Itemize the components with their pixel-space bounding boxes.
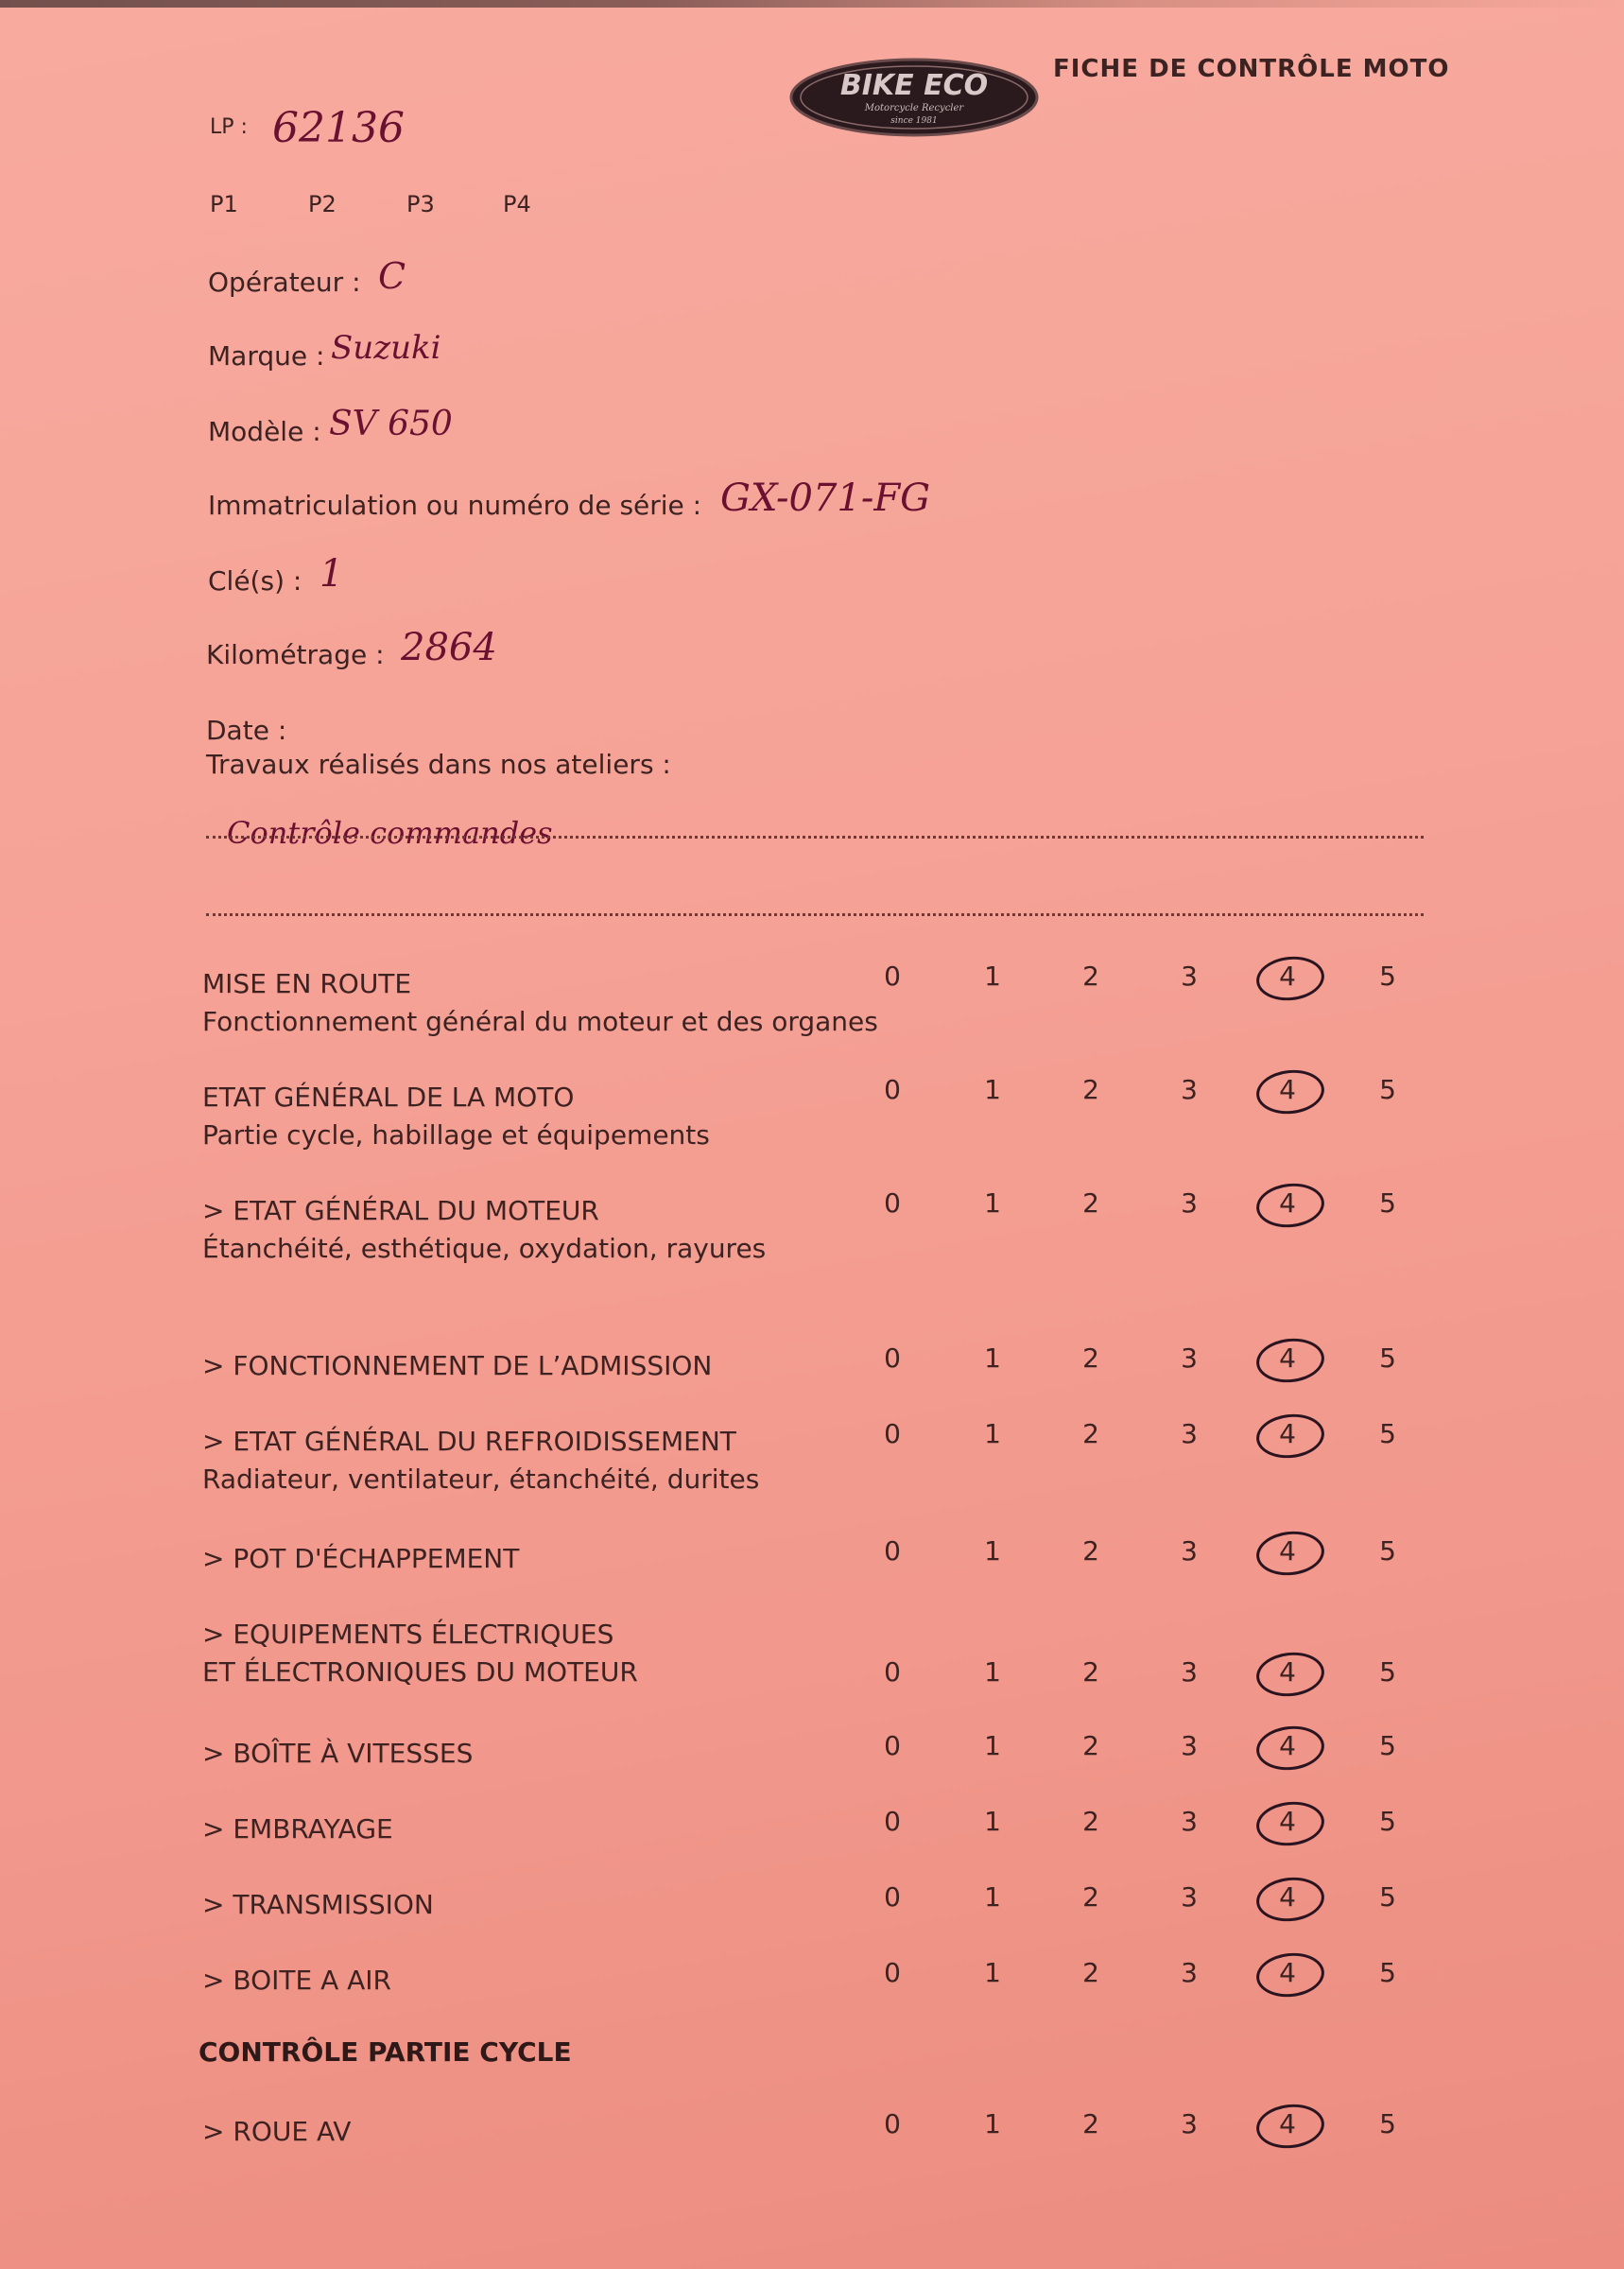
model-value: SV 650: [329, 405, 453, 443]
criteria-9-score-4[interactable]: 4: [1279, 1881, 1296, 1913]
criteria-1-score-0[interactable]: 0: [884, 1074, 901, 1105]
criteria-9-score-0[interactable]: 0: [884, 1881, 901, 1913]
section-title-partie-cycle: CONTRÔLE PARTIE CYCLE: [199, 2036, 572, 2068]
keys-value: 1: [320, 552, 344, 596]
criteria-3-score-0[interactable]: 0: [884, 1342, 901, 1374]
criteria-8-score-5[interactable]: 5: [1379, 1806, 1396, 1837]
criteria-title-10: > BOITE A AIR: [202, 1965, 391, 1996]
criteria-2-score-1[interactable]: 1: [984, 1187, 1001, 1219]
criteria-10-selected-circle: [1254, 1949, 1326, 2000]
criteria-8-score-4[interactable]: 4: [1279, 1806, 1296, 1837]
criteria-0-score-1[interactable]: 1: [984, 961, 1001, 992]
criteria-2-score-0[interactable]: 0: [884, 1187, 901, 1219]
criteria-3-score-2[interactable]: 2: [1082, 1342, 1099, 1374]
criteria-10-score-2[interactable]: 2: [1082, 1957, 1099, 1988]
criteria-title-3: > FONCTIONNEMENT DE L’ADMISSION: [202, 1350, 713, 1381]
criteria-3-score-5[interactable]: 5: [1379, 1342, 1396, 1374]
criteria-8-score-1[interactable]: 1: [984, 1806, 1001, 1837]
mileage-label: Kilométrage :: [206, 639, 385, 670]
p1-option: P1: [210, 191, 238, 217]
criteria-10-score-4[interactable]: 4: [1279, 1957, 1296, 1988]
criteria-5-score-1[interactable]: 1: [984, 1535, 1001, 1567]
criteria-title-5: > POT D'ÉCHAPPEMENT: [202, 1543, 520, 1574]
criteria-8-score-3[interactable]: 3: [1181, 1806, 1198, 1837]
p4-option: P4: [503, 191, 531, 217]
criteria-7-selected-circle: [1254, 1723, 1326, 1773]
cycle-0-score-5[interactable]: 5: [1379, 2108, 1396, 2139]
p2-option: P2: [308, 191, 337, 217]
criteria-title-2: > ETAT GÉNÉRAL DU MOTEUR: [202, 1195, 599, 1226]
criteria-10-score-5[interactable]: 5: [1379, 1957, 1396, 1988]
cycle-0-score-0[interactable]: 0: [884, 2108, 901, 2139]
criteria-9-selected-circle: [1254, 1874, 1326, 1924]
criteria-0-score-5[interactable]: 5: [1379, 961, 1396, 992]
criteria-5-score-4[interactable]: 4: [1279, 1535, 1296, 1567]
lp-value: 62136: [272, 104, 405, 152]
criteria-4-score-2[interactable]: 2: [1082, 1418, 1099, 1449]
criteria-8-score-0[interactable]: 0: [884, 1806, 901, 1837]
criteria-4-score-4[interactable]: 4: [1279, 1418, 1296, 1449]
criteria-3-score-3[interactable]: 3: [1181, 1342, 1198, 1374]
criteria-10-score-1[interactable]: 1: [984, 1957, 1001, 1988]
criteria-subtitle-0: Fonctionnement général du moteur et des organes: [202, 1006, 878, 1037]
criteria-title-7: > BOÎTE À VITESSES: [202, 1738, 474, 1769]
registration-label: Immatriculation ou numéro de série :: [208, 490, 702, 521]
criteria-6-score-1[interactable]: 1: [984, 1656, 1001, 1688]
criteria-2-score-4[interactable]: 4: [1279, 1187, 1296, 1219]
criteria-2-score-5[interactable]: 5: [1379, 1187, 1396, 1219]
logo-subtitle-2: since 1981: [890, 116, 938, 126]
cycle-0-score-1[interactable]: 1: [984, 2108, 1001, 2139]
criteria-7-score-3[interactable]: 3: [1181, 1730, 1198, 1761]
criteria-9-score-5[interactable]: 5: [1379, 1881, 1396, 1913]
criteria-5-score-0[interactable]: 0: [884, 1535, 901, 1567]
brand-label: Marque :: [208, 340, 325, 372]
criteria-7-score-1[interactable]: 1: [984, 1730, 1001, 1761]
criteria-subtitle-2: Étanchéité, esthétique, oxydation, rayures: [202, 1233, 767, 1264]
criteria-7-score-0[interactable]: 0: [884, 1730, 901, 1761]
criteria-9-score-3[interactable]: 3: [1181, 1881, 1198, 1913]
criteria-1-score-1[interactable]: 1: [984, 1074, 1001, 1105]
criteria-5-score-5[interactable]: 5: [1379, 1535, 1396, 1567]
operator-value: C: [378, 255, 406, 297]
criteria-4-score-3[interactable]: 3: [1181, 1418, 1198, 1449]
date-label: Date :: [206, 715, 287, 746]
criteria-1-score-5[interactable]: 5: [1379, 1074, 1396, 1105]
operator-label: Opérateur :: [208, 267, 361, 298]
cycle-0-selected-circle: [1254, 2101, 1326, 2151]
keys-label: Clé(s) :: [208, 565, 302, 597]
cycle-0-score-2[interactable]: 2: [1082, 2108, 1099, 2139]
works-value: Contrôle commandes: [227, 815, 553, 851]
criteria-title-1: ETAT GÉNÉRAL DE LA MOTO: [202, 1082, 575, 1113]
criteria-7-score-4[interactable]: 4: [1279, 1730, 1296, 1761]
criteria-8-score-2[interactable]: 2: [1082, 1806, 1099, 1837]
criteria-0-score-4[interactable]: 4: [1279, 961, 1296, 992]
criteria-6-score-0[interactable]: 0: [884, 1656, 901, 1688]
criteria-title-4: > ETAT GÉNÉRAL DU REFROIDISSEMENT: [202, 1426, 736, 1457]
registration-value: GX-071-FG: [720, 476, 931, 520]
model-label: Modèle :: [208, 416, 321, 447]
criteria-7-score-5[interactable]: 5: [1379, 1730, 1396, 1761]
cycle-title-0: > ROUE AV: [202, 2116, 352, 2147]
criteria-3-score-1[interactable]: 1: [984, 1342, 1001, 1374]
criteria-6-selected-circle: [1254, 1649, 1326, 1699]
criteria-7-score-2[interactable]: 2: [1082, 1730, 1099, 1761]
logo-subtitle-1: Motorcycle Recycler: [864, 103, 964, 113]
criteria-4-score-5[interactable]: 5: [1379, 1418, 1396, 1449]
criteria-1-score-2[interactable]: 2: [1082, 1074, 1099, 1105]
criteria-1-score-4[interactable]: 4: [1279, 1074, 1296, 1105]
criteria-3-score-4[interactable]: 4: [1279, 1342, 1296, 1374]
criteria-4-score-1[interactable]: 1: [984, 1418, 1001, 1449]
criteria-6-score-5[interactable]: 5: [1379, 1656, 1396, 1688]
criteria-6-score-3[interactable]: 3: [1181, 1656, 1198, 1688]
criteria-title-8: > EMBRAYAGE: [202, 1813, 393, 1845]
criteria-4-selected-circle: [1254, 1411, 1326, 1461]
criteria-title-9: > TRANSMISSION: [202, 1889, 434, 1920]
criteria-5-selected-circle: [1254, 1528, 1326, 1578]
criteria-1-score-3[interactable]: 3: [1181, 1074, 1198, 1105]
criteria-subtitle-6: ET ÉLECTRONIQUES DU MOTEUR: [202, 1656, 638, 1688]
p3-option: P3: [406, 191, 435, 217]
criteria-5-score-2[interactable]: 2: [1082, 1535, 1099, 1567]
criteria-3-selected-circle: [1254, 1335, 1326, 1385]
criteria-4-score-0[interactable]: 0: [884, 1418, 901, 1449]
works-label: Travaux réalisés dans nos ateliers :: [206, 749, 671, 780]
works-line-2: [206, 913, 1424, 916]
criteria-9-score-1[interactable]: 1: [984, 1881, 1001, 1913]
logo-text: BIKE ECO: [839, 69, 989, 102]
criteria-0-score-2[interactable]: 2: [1082, 961, 1099, 992]
criteria-subtitle-1: Partie cycle, habillage et équipements: [202, 1119, 710, 1151]
criteria-6-score-2[interactable]: 2: [1082, 1656, 1099, 1688]
criteria-title-6: > EQUIPEMENTS ÉLECTRIQUES: [202, 1619, 614, 1650]
criteria-5-score-3[interactable]: 3: [1181, 1535, 1198, 1567]
criteria-6-score-4[interactable]: 4: [1279, 1656, 1296, 1688]
works-line-1: [206, 836, 1424, 839]
lp-label: LP :: [210, 115, 248, 139]
criteria-0-score-3[interactable]: 3: [1181, 961, 1198, 992]
criteria-2-score-3[interactable]: 3: [1181, 1187, 1198, 1219]
document-title: FICHE DE CONTRÔLE MOTO: [1053, 55, 1450, 83]
criteria-2-score-2[interactable]: 2: [1082, 1187, 1099, 1219]
criteria-2-selected-circle: [1254, 1180, 1326, 1230]
bike-eco-logo: [788, 57, 1040, 138]
criteria-0-selected-circle: [1254, 953, 1326, 1003]
criteria-title-0: MISE EN ROUTE: [202, 968, 412, 999]
cycle-0-score-4[interactable]: 4: [1279, 2108, 1296, 2139]
criteria-0-score-0[interactable]: 0: [884, 961, 901, 992]
page-edge-shadow: [0, 0, 1624, 8]
criteria-1-selected-circle: [1254, 1066, 1326, 1117]
criteria-subtitle-4: Radiateur, ventilateur, étanchéité, durites: [202, 1464, 760, 1495]
mileage-value: 2864: [401, 626, 497, 669]
criteria-10-score-0[interactable]: 0: [884, 1957, 901, 1988]
brand-value: Suzuki: [331, 329, 441, 367]
cycle-0-score-3[interactable]: 3: [1181, 2108, 1198, 2139]
criteria-8-selected-circle: [1254, 1798, 1326, 1848]
criteria-9-score-2[interactable]: 2: [1082, 1881, 1099, 1913]
criteria-10-score-3[interactable]: 3: [1181, 1957, 1198, 1988]
